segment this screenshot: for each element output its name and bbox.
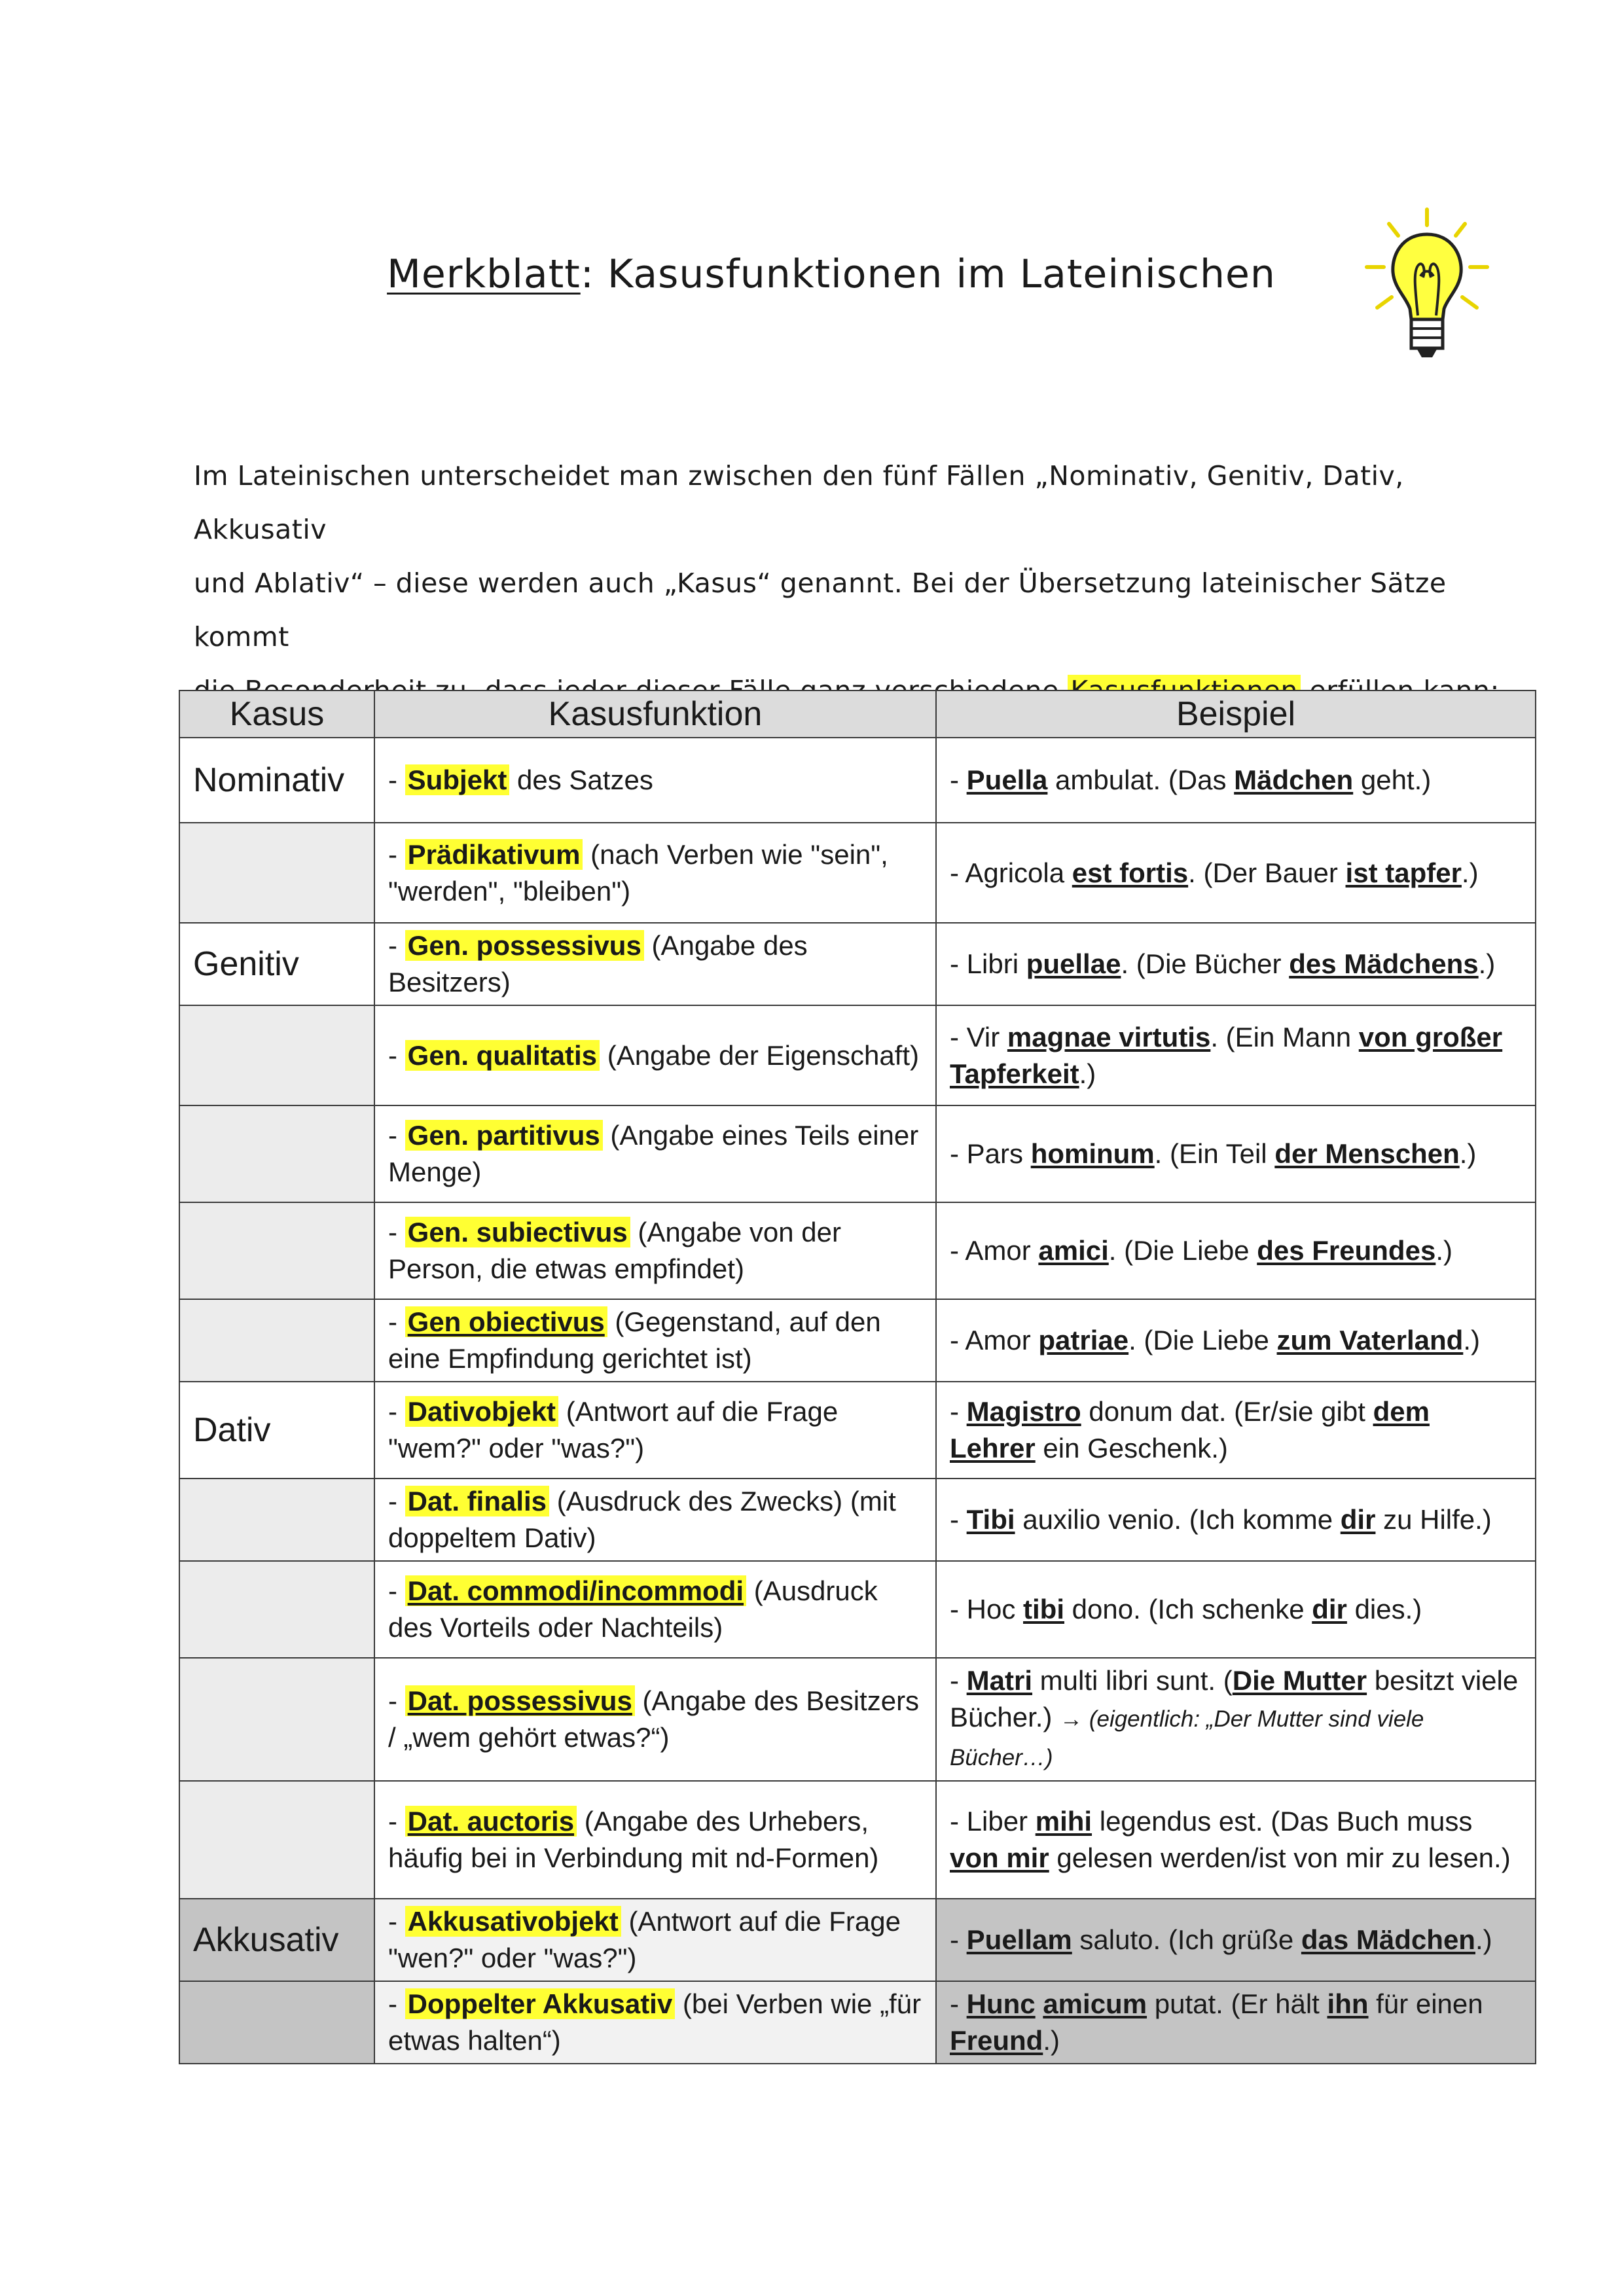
function-dash: - bbox=[388, 930, 405, 961]
function-term: Gen. qualitatis bbox=[405, 1040, 600, 1071]
intro-line-2: und Ablativ“ – diese werden auch „Kasus“ genannt. Bei der Übersetzung lateinischer Sätze kommt bbox=[194, 567, 1447, 653]
function-term: Dativobjekt bbox=[405, 1396, 558, 1427]
example-text: .) bbox=[1461, 857, 1479, 888]
case-cell bbox=[179, 1781, 374, 1899]
example-keyword: des Freundes bbox=[1257, 1235, 1436, 1266]
example-text: - bbox=[950, 1924, 967, 1955]
table-row bbox=[179, 1005, 1536, 1105]
function-description: (bei Verben wie „für etwas halten“) bbox=[388, 1988, 922, 2056]
case-cell bbox=[179, 1105, 374, 1202]
function-description: (Ausdruck des Zwecks) (mit doppeltem Dativ) bbox=[388, 1486, 896, 1553]
title-lead: Merkblatt bbox=[387, 251, 581, 297]
function-term: Akkusativobjekt bbox=[405, 1906, 621, 1937]
function-dash: - bbox=[388, 1988, 405, 2019]
example-cell bbox=[936, 1382, 1536, 1479]
example-keyword: Puella bbox=[966, 764, 1048, 795]
function-term: Dat. auctoris bbox=[405, 1806, 577, 1837]
case-cell bbox=[179, 1479, 374, 1561]
example-text: zu Hilfe.) bbox=[1375, 1504, 1492, 1535]
case-cell bbox=[179, 1658, 374, 1781]
example-keyword: ist tapfer bbox=[1345, 857, 1462, 888]
example-text: - Hoc bbox=[950, 1594, 1024, 1624]
example-text: geht.) bbox=[1353, 764, 1432, 795]
example-cell bbox=[936, 1202, 1536, 1299]
function-description: (Ausdruck des Vorteils oder Nachteils) bbox=[388, 1575, 878, 1643]
example-keyword: von großer Tapferkeit bbox=[950, 1021, 1503, 1089]
function-cell bbox=[374, 738, 936, 823]
function-description: (Angabe von der Person, die etwas empfindet) bbox=[388, 1217, 841, 1284]
table-row bbox=[179, 1479, 1536, 1561]
example-cell bbox=[936, 1658, 1536, 1781]
function-term: Gen. possessivus bbox=[405, 930, 644, 961]
example-keyword: hominum bbox=[1030, 1138, 1155, 1169]
example-text: - bbox=[950, 1665, 967, 1696]
intro-paragraph bbox=[194, 449, 1542, 717]
case-cell bbox=[179, 1299, 374, 1382]
example-text: - Liber bbox=[950, 1806, 1036, 1837]
function-term: Prädikativum bbox=[405, 839, 583, 870]
function-term: Dat. finalis bbox=[405, 1486, 549, 1516]
example-cell bbox=[936, 1561, 1536, 1658]
example-keyword: ihn bbox=[1327, 1988, 1369, 2019]
example-keyword: amicum bbox=[1043, 1988, 1147, 2019]
header-kasusfunktion: Kasusfunktion bbox=[374, 691, 936, 738]
case-cell bbox=[179, 1981, 374, 2064]
function-description: (Angabe eines Teils einer Menge) bbox=[388, 1120, 919, 1187]
function-dash: - bbox=[388, 838, 405, 870]
function-cell bbox=[374, 1658, 936, 1781]
example-text: - Agricola bbox=[950, 857, 1072, 888]
example-text: .) bbox=[1435, 1235, 1453, 1266]
function-term: Gen. partitivus bbox=[405, 1120, 603, 1151]
example-cell bbox=[936, 1781, 1536, 1899]
example-text: dies.) bbox=[1346, 1594, 1422, 1624]
example-cell bbox=[936, 1899, 1536, 1981]
example-text: ambulat. (Das bbox=[1047, 764, 1235, 795]
example-keyword: Die Mutter bbox=[1232, 1665, 1367, 1696]
function-cell bbox=[374, 1479, 936, 1561]
example-text: .) bbox=[1475, 1924, 1492, 1955]
function-term: Doppelter Akkusativ bbox=[405, 1988, 676, 2019]
case-cell bbox=[179, 1561, 374, 1658]
function-description: (Angabe des Besitzers) bbox=[388, 930, 808, 997]
example-keyword: est fortis bbox=[1072, 857, 1189, 888]
example-text: . (Der Bauer bbox=[1188, 857, 1346, 888]
table-row bbox=[179, 1105, 1536, 1202]
function-term: Dat. commodi/incommodi bbox=[405, 1575, 746, 1606]
function-cell bbox=[374, 823, 936, 923]
function-description: (Antwort auf die Frage "wen?" oder "was?") bbox=[388, 1906, 901, 1973]
example-keyword: von mir bbox=[950, 1842, 1049, 1873]
case-cell bbox=[179, 823, 374, 923]
example-cell bbox=[936, 1005, 1536, 1105]
table-row bbox=[179, 823, 1536, 923]
example-keyword: Matri bbox=[966, 1665, 1033, 1696]
example-keyword: magnae virtutis bbox=[1007, 1021, 1211, 1052]
function-term: Gen. subiectivus bbox=[405, 1217, 630, 1247]
function-cell bbox=[374, 1105, 936, 1202]
example-cell bbox=[936, 1299, 1536, 1382]
example-text: - bbox=[950, 1988, 967, 2019]
function-dash: - bbox=[388, 1486, 405, 1516]
example-text: - Pars bbox=[950, 1138, 1031, 1169]
case-cell bbox=[179, 1005, 374, 1105]
function-term: Dat. possessivus bbox=[405, 1685, 635, 1716]
example-text: . (Die Bücher bbox=[1121, 948, 1290, 979]
function-dash: - bbox=[388, 1120, 405, 1151]
example-keyword: des Mädchens bbox=[1289, 948, 1479, 979]
function-description: des Satzes bbox=[509, 764, 653, 795]
example-text: besitzt viele Bücher.) bbox=[950, 1665, 1519, 1732]
example-text: gelesen werden/ist von mir zu lesen.) bbox=[1049, 1842, 1511, 1873]
function-cell bbox=[374, 1981, 936, 2064]
example-text: .) bbox=[1043, 2025, 1060, 2056]
table-row bbox=[179, 1561, 1536, 1658]
example-cell bbox=[936, 1981, 1536, 2064]
example-keyword: patriae bbox=[1038, 1325, 1129, 1355]
function-description: (Antwort auf die Frage "wem?" oder "was?") bbox=[388, 1396, 839, 1463]
function-dash: - bbox=[388, 1575, 405, 1606]
function-cell bbox=[374, 1561, 936, 1658]
case-cell bbox=[179, 1202, 374, 1299]
example-cell bbox=[936, 1105, 1536, 1202]
table-row bbox=[179, 738, 1536, 823]
function-description: (Angabe der Eigenschaft) bbox=[600, 1039, 920, 1071]
example-keyword: das Mädchen bbox=[1301, 1924, 1475, 1955]
table-row bbox=[179, 1299, 1536, 1382]
example-keyword: dir bbox=[1312, 1594, 1347, 1624]
function-dash: - bbox=[388, 1685, 405, 1716]
example-keyword: Magistro bbox=[966, 1396, 1081, 1427]
example-note: → (eigentlich: „Der Mutter sind viele Bücher…) bbox=[950, 1706, 1424, 1770]
example-keyword: zum Vaterland bbox=[1276, 1325, 1464, 1355]
function-term: Subjekt bbox=[405, 764, 510, 795]
example-text bbox=[1036, 1988, 1043, 2019]
function-cell bbox=[374, 923, 936, 1005]
case-cell: Dativ bbox=[179, 1382, 374, 1479]
example-text: legendus est. (Das Buch muss bbox=[1092, 1806, 1473, 1837]
function-cell bbox=[374, 1299, 936, 1382]
case-cell: Nominativ bbox=[179, 738, 374, 823]
example-keyword: Tibi bbox=[966, 1504, 1015, 1535]
function-dash: - bbox=[388, 1039, 405, 1071]
example-keyword: Mädchen bbox=[1234, 764, 1354, 795]
light-bulb-icon bbox=[1355, 204, 1499, 368]
case-cell: Genitiv bbox=[179, 923, 374, 1005]
example-text: . (Die Liebe bbox=[1108, 1235, 1257, 1266]
example-text: .) bbox=[1478, 948, 1496, 979]
intro-line-1: Im Lateinischen unterscheidet man zwischen den fünf Fällen „Nominativ, Genitiv, Dativ, Akkusativ bbox=[194, 460, 1404, 545]
example-keyword: Puellam bbox=[966, 1924, 1072, 1955]
example-text: dono. (Ich schenke bbox=[1064, 1594, 1312, 1624]
example-text: . (Ein Teil bbox=[1154, 1138, 1275, 1169]
function-dash: - bbox=[388, 1396, 405, 1427]
example-text: - Amor bbox=[950, 1235, 1039, 1266]
function-term: Gen obiectivus bbox=[405, 1306, 607, 1337]
example-text: - bbox=[950, 764, 967, 795]
table-row bbox=[179, 1658, 1536, 1781]
header-kasus: Kasus bbox=[179, 691, 374, 738]
example-text: - bbox=[950, 1504, 967, 1535]
example-keyword: dir bbox=[1340, 1504, 1376, 1535]
example-keyword: mihi bbox=[1035, 1806, 1092, 1837]
example-text: - bbox=[950, 1396, 967, 1427]
example-keyword: Freund bbox=[950, 2025, 1043, 2056]
case-cell: Akkusativ bbox=[179, 1899, 374, 1981]
example-text: - Amor bbox=[950, 1325, 1039, 1355]
example-keyword: amici bbox=[1038, 1235, 1109, 1266]
example-text: multi libri sunt. ( bbox=[1032, 1665, 1233, 1696]
function-description: (nach Verben wie "sein", "werden", "bleiben") bbox=[388, 838, 888, 906]
function-dash: - bbox=[388, 1806, 405, 1837]
example-text: .) bbox=[1459, 1138, 1477, 1169]
function-cell bbox=[374, 1382, 936, 1479]
example-text: .) bbox=[1463, 1325, 1480, 1355]
example-cell bbox=[936, 738, 1536, 823]
example-text: donum dat. (Er/sie gibt bbox=[1081, 1396, 1373, 1427]
example-text: für einen bbox=[1368, 1988, 1483, 2019]
table-header-row bbox=[179, 691, 1536, 738]
example-text: . (Ein Mann bbox=[1210, 1021, 1359, 1052]
function-description: (Angabe des Urhebers, häufig bei in Verbindung mit nd-Formen) bbox=[388, 1806, 879, 1873]
example-keyword: dem Lehrer bbox=[950, 1396, 1430, 1463]
table-row bbox=[179, 1202, 1536, 1299]
example-cell bbox=[936, 923, 1536, 1005]
example-keyword: Hunc bbox=[966, 1988, 1036, 2019]
example-cell bbox=[936, 823, 1536, 923]
example-cell bbox=[936, 1479, 1536, 1561]
example-text: ein Geschenk.) bbox=[1035, 1433, 1228, 1463]
case-function-table bbox=[179, 690, 1536, 2064]
example-text: auxilio venio. (Ich komme bbox=[1015, 1504, 1341, 1535]
function-dash: - bbox=[388, 1306, 405, 1337]
function-cell bbox=[374, 1005, 936, 1105]
example-text: .) bbox=[1079, 1058, 1096, 1089]
table-row bbox=[179, 1382, 1536, 1479]
example-text: - Vir bbox=[950, 1021, 1007, 1052]
example-text: . (Die Liebe bbox=[1128, 1325, 1277, 1355]
table-row bbox=[179, 1981, 1536, 2064]
function-description: (Angabe des Besitzers / „wem gehört etwas?“) bbox=[388, 1685, 920, 1753]
function-cell bbox=[374, 1781, 936, 1899]
example-text: putat. (Er hält bbox=[1147, 1988, 1327, 2019]
function-dash: - bbox=[388, 1217, 405, 1247]
function-cell bbox=[374, 1899, 936, 1981]
header-beispiel: Beispiel bbox=[936, 691, 1536, 738]
table-row bbox=[179, 923, 1536, 1005]
table-row bbox=[179, 1899, 1536, 1981]
function-cell bbox=[374, 1202, 936, 1299]
example-text: - Libri bbox=[950, 948, 1026, 979]
example-keyword: puellae bbox=[1026, 948, 1121, 979]
example-text: saluto. (Ich grüße bbox=[1072, 1924, 1301, 1955]
title-rest: : Kasusfunktionen im Lateinischen bbox=[580, 251, 1276, 297]
function-description: (Gegenstand, auf den eine Empfindung gerichtet ist) bbox=[388, 1306, 881, 1374]
example-keyword: tibi bbox=[1023, 1594, 1064, 1624]
function-dash: - bbox=[388, 1906, 405, 1937]
table-row bbox=[179, 1781, 1536, 1899]
function-dash: - bbox=[388, 764, 405, 795]
example-keyword: der Menschen bbox=[1274, 1138, 1460, 1169]
